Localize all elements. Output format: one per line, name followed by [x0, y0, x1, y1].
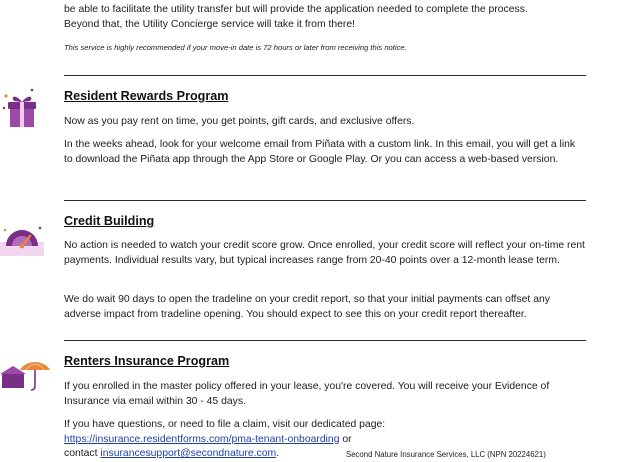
intro-partial-top	[64, 0, 586, 1]
insurance-paragraph-1: If you enrolled in the master policy offered in your lease, you're covered. You will receive your Evidence of Insurance via email within 30 - 45 days.	[64, 381, 550, 407]
rewards-paragraph-1: Now as you pay rent on time, you get points, gift cards, and exclusive offers.	[64, 116, 415, 127]
rewards-paragraph-2: In the weeks ahead, look for your welcome email from Piñata with a custom link. In this email, you will get a link to download the Piñata app through the App Store or Google Play. Or you can access a web-based version.	[64, 139, 576, 165]
contact-prefix-text: contact	[64, 448, 98, 459]
claim-page-link[interactable]: https://insurance.residentforms.com/pma-tenant-onboarding	[64, 433, 340, 445]
contact-suffix-text: .	[276, 448, 280, 459]
intro-note: This service is highly recommended if your move-in date is 72 hours or later from receiving this notice.	[64, 43, 407, 52]
intro-line-1: be able to facilitate the utility transfer but will provide the application needed to complete the process.	[64, 4, 528, 15]
intro-line-2: Beyond that, the Utility Concierge service will take it from there!	[64, 19, 356, 30]
claim-intro-text: If you have questions, or need to file a claim, visit our dedicated page:	[64, 419, 386, 430]
gift-icon	[0, 86, 46, 132]
credit-gauge-icon	[0, 218, 46, 258]
credit-paragraph-1: No action is needed to watch your credit score grow. Once enrolled, your credit score will reflect your on-time rent payments. Individual results vary, but typical increases range from 20-40 points over a 12-month lease term.	[64, 240, 585, 266]
contact-email-link[interactable]: insurancesupport@secondnature.com	[100, 448, 277, 459]
insurance-credit-line: Second Nature Insurance Services, LLC (NPN 20224621)	[346, 450, 546, 459]
umbrella-icon	[0, 354, 52, 394]
section-title-rewards: Resident Rewards Program	[64, 89, 229, 103]
claim-or-text: or	[342, 433, 352, 445]
section-divider	[64, 75, 586, 76]
credit-paragraph-2: We do wait 90 days to open the tradeline on your credit report, so that your initial payments can offset any adverse impact from tradeline opening. You should expect to see this on your credit report thereafter.	[64, 294, 550, 320]
section-divider	[64, 200, 586, 201]
section-divider	[64, 340, 586, 341]
section-title-insurance: Renters Insurance Program	[64, 354, 230, 368]
section-title-credit: Credit Building	[64, 214, 155, 228]
